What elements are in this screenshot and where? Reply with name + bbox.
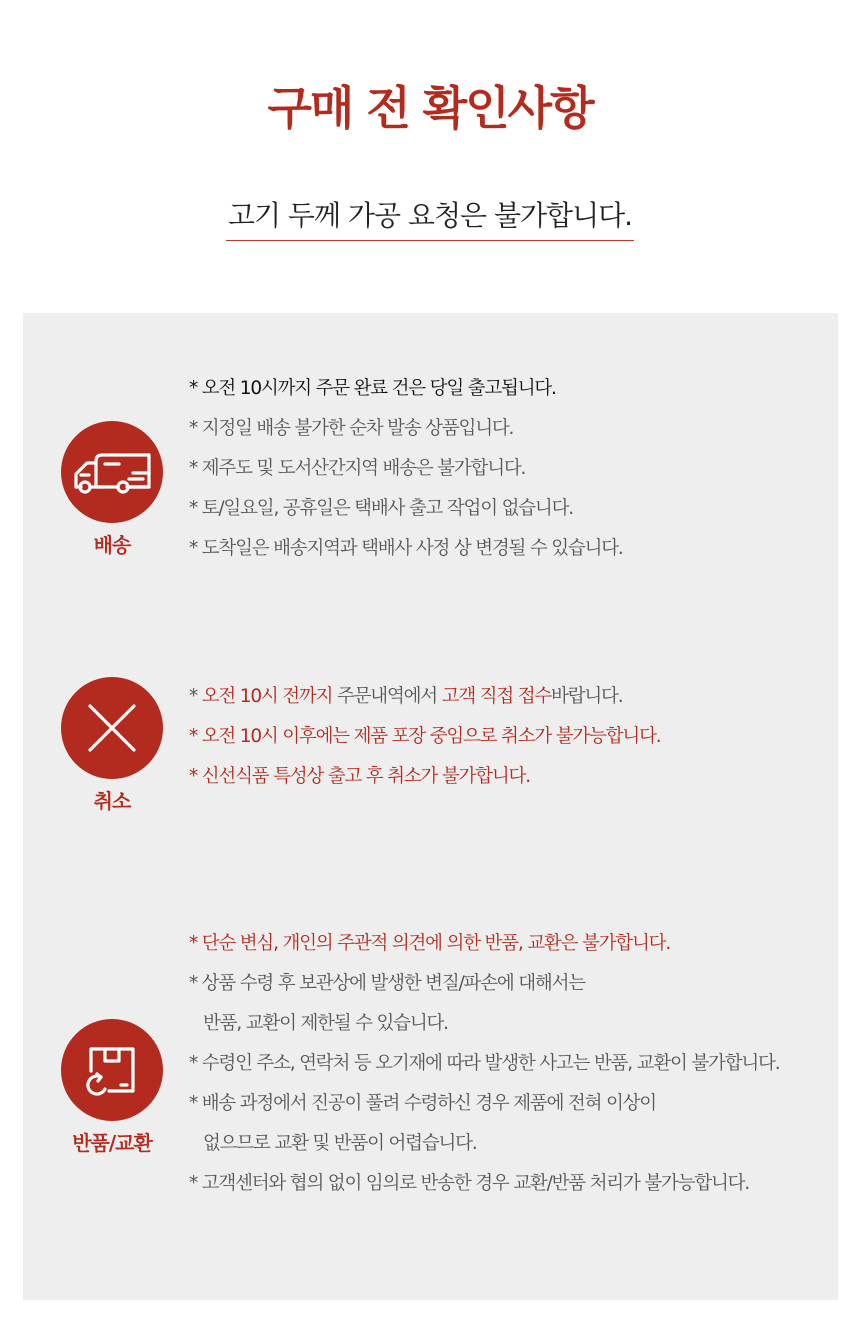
delivery-note-2: * 지정일 배송 불가한 순차 발송 상품입니다.: [189, 418, 514, 439]
return-note-5: * 배송 과정에서 진공이 풀려 수령하신 경우 제품에 전혀 이상이: [189, 1093, 656, 1114]
page-title: 구매 전 확인사항: [267, 81, 593, 135]
delivery-icon-column: [61, 421, 163, 559]
notice-panel: [23, 313, 838, 1300]
cancel-note-1-deadline: 오전 10시 전까지: [201, 686, 333, 707]
delivery-label: 배송: [93, 533, 131, 557]
cancel-note-1-direct: 고객 직접 접수: [441, 686, 552, 707]
return-note-2: * 상품 수령 후 보관상에 발생한 변질/파손에 대해서는: [189, 973, 585, 994]
cancel-note-2: * 오전 10시 이후에는 제품 포장 중임으로 취소가 불가능합니다.: [189, 726, 661, 747]
return-note-1: * 단순 변심, 개인의 주관적 의견에 의한 반품, 교환은 불가합니다.: [189, 933, 670, 954]
return-note-7: * 고객센터와 협의 없이 임의로 반송한 경우 교환/반품 처리가 불가능합니다.: [189, 1173, 750, 1194]
return-note-6: 없으므로 교환 및 반품이 어렵습니다.: [189, 1133, 477, 1154]
delivery-notes: [189, 369, 834, 569]
return-icon-column: [61, 1019, 163, 1157]
return-note-4: * 수령인 주소, 연락처 등 오기재에 따라 발생한 사고는 반품, 교환이 불가합니다.: [189, 1053, 780, 1074]
cancel-notes: [189, 677, 834, 797]
delivery-note-5: * 도착일은 배송지역과 택배사 사정 상 변경될 수 있습니다.: [189, 538, 623, 559]
cancel-label: 취소: [93, 789, 131, 813]
cancel-note-1-mid: 주문내역에서: [332, 686, 442, 707]
delivery-note-3: * 제주도 및 도서산간지역 배송은 불가합니다.: [189, 458, 526, 479]
delivery-note-1: * 오전 10시까지 주문 완료 건은 당일 출고됩니다.: [189, 378, 556, 399]
delivery-truck-icon: [61, 421, 163, 523]
return-notes: [189, 924, 834, 1204]
cancel-note-3: * 신선식품 특성상 출고 후 취소가 불가합니다.: [189, 766, 530, 787]
cancel-x-icon: [61, 677, 163, 779]
return-note-3: 반품, 교환이 제한될 수 있습니다.: [189, 1013, 448, 1034]
cancel-note-1-prefix: *: [189, 686, 202, 707]
delivery-note-4: * 토/일요일, 공휴일은 택배사 출고 작업이 없습니다.: [189, 498, 573, 519]
return-label: 반품/교환: [72, 1131, 152, 1155]
cancel-note-1: [189, 677, 834, 717]
subtitle-notice: 고기 두께 가공 요청은 불가합니다.: [226, 196, 634, 241]
return-box-icon: [61, 1019, 163, 1121]
cancel-note-1-end: 바랍니다.: [551, 686, 623, 707]
cancel-icon-column: [61, 677, 163, 815]
subtitle-wrapper: [0, 196, 860, 241]
